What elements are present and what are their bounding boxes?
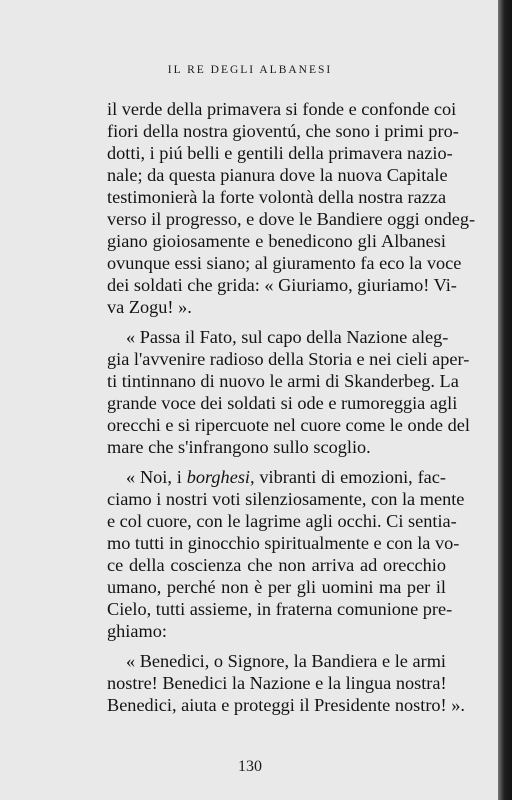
paragraph [107, 326, 470, 458]
text-line: grande voce dei soldati si ode e rumoreggia agli [107, 393, 458, 413]
text-line: va Zogu! ». [107, 297, 192, 317]
text-line: « Passa il Fato, sul capo della Nazione aleg- [126, 327, 449, 347]
text-line: verso il progresso, e dove le Bandiere oggi ondeg- [107, 209, 476, 229]
text-line: giano gioiosamente e benedicono gli Albanesi [107, 231, 446, 251]
paragraph [107, 98, 476, 318]
body-text [107, 98, 476, 724]
paragraph [107, 466, 465, 642]
text-line: fiori della nostra gioventú, che sono i primi pro- [107, 121, 459, 141]
text-line: dotti, i piú belli e gentili della primavera nazio- [107, 143, 453, 163]
text-line: orecchi e si ripercuote nel cuore come le onde del [107, 415, 470, 435]
text-line: ti tintinnano di nuovo le armi di Skanderbeg. La [107, 371, 459, 391]
text-line: umano, perché non è per gli uomini ma per il [107, 577, 446, 597]
text-line: ovunque essi siano; al giuramento fa eco la voce [107, 253, 462, 273]
text-line: gia l'avvenire radioso della Storia e nei cieli aper- [107, 349, 470, 369]
text-line: Benedici, aiuta e proteggi il Presidente nostro! ». [107, 695, 465, 715]
text-line: ghiamo: [107, 621, 167, 641]
text-line: e col cuore, con le lagrime agli occhi. Ci sentia- [107, 511, 457, 531]
text-run: « Noi, i [126, 467, 187, 487]
paragraph [107, 650, 465, 716]
text-line: « Benedici, o Signore, la Bandiera e le armi [126, 651, 446, 671]
page-number: 130 [238, 758, 262, 775]
text-line: nostre! Benedici la Nazione e la lingua nostra! [107, 673, 447, 693]
text-line: ce della coscienza che non arriva ad orecchio [107, 555, 446, 575]
text-line: testimonierà la forte volontà della nostra razza [107, 187, 447, 207]
text-line: mare che s'infrangono sullo scoglio. [107, 437, 371, 457]
page-edge-shadow [498, 0, 512, 800]
text-line: Cielo, tutti assieme, in fraterna comunione pre- [107, 599, 453, 619]
text-line: ciamo i nostri voti silenziosamente, con la mente [107, 489, 465, 509]
text-line: mo tutti in ginocchio spiritualmente e con la vo- [107, 533, 460, 553]
text-line: nale; da questa pianura dove la nuova Capitale [107, 165, 448, 185]
text-line: dei soldati che grida: « Giuriamo, giuriamo! Vi- [107, 275, 457, 295]
italic-word: borghesi, [186, 467, 255, 487]
running-head: IL RE DEGLI ALBANESI [167, 64, 333, 76]
text-line [107, 466, 446, 488]
text-run: vibranti di emozioni, fac- [254, 467, 446, 487]
text-line: il verde della primavera si fonde e confonde coi [107, 99, 457, 119]
